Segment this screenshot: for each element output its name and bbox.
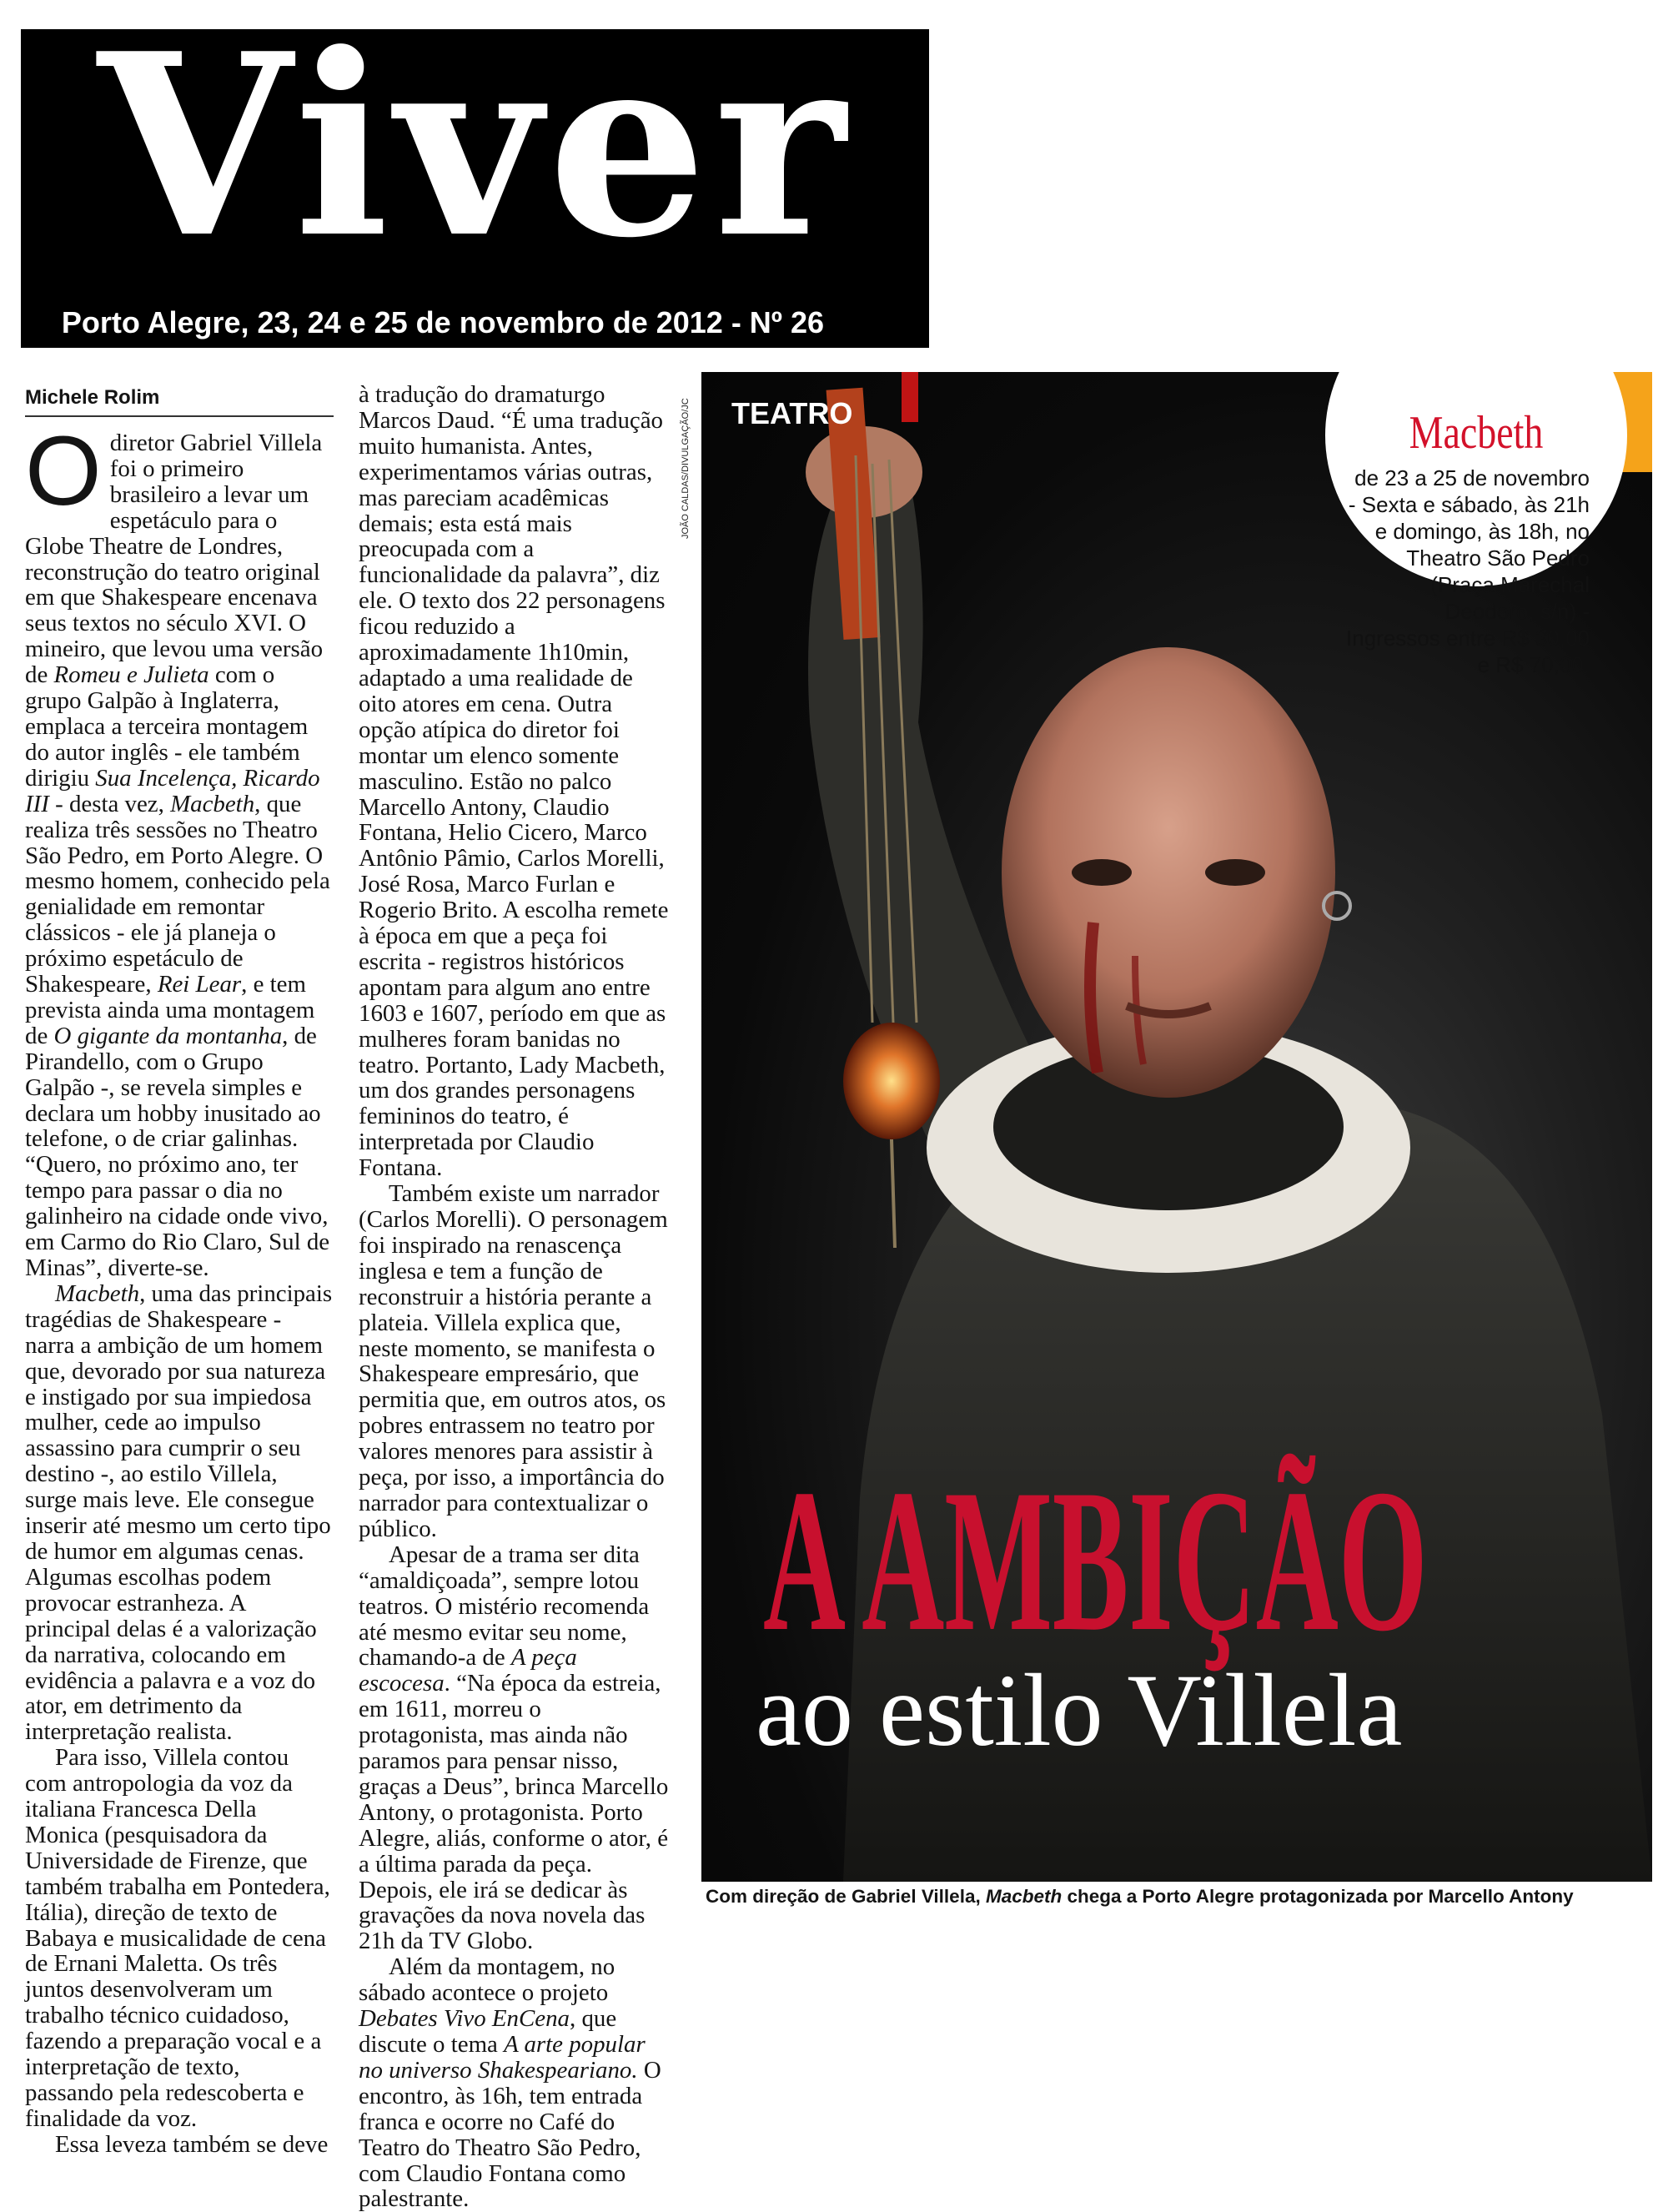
text-run: Com direção de Gabriel Villela, (706, 1886, 986, 1907)
italic-title: A peça escocesa (359, 1644, 577, 1697)
event-info-box (1325, 284, 1627, 677)
italic-title: Macbeth (985, 1886, 1063, 1907)
article-column-2 (359, 382, 671, 2212)
masthead-dateline: Porto Alegre, 23, 24 e 25 de novembro de 2012 - Nº 26 (61, 305, 824, 339)
text-run: . “Na época da estreia, em 1611, morreu o protagonista, mas ainda não paramos para pensar nisso, graças a Deus”, brinca Marcello Antony, o protagonista. Porto Alegre, aliás, conforme o ator, é a última parada da peça. Depois, ele irá se dedicar às gravações da nova novela das 21h da TV Globo. (359, 1670, 669, 1955)
text-run: diretor Gabriel Villela foi o primeiro brasileiro a levar um espetáculo para o Globe Theatre de Londres, reconstrução do teatro original em que Shakespeare encenava seus textos no século XVI. O mineiro, que levou uma versão de (25, 430, 324, 689)
text-run: , que discute o tema (359, 2005, 617, 2058)
paragraph (359, 382, 671, 1181)
text-run: Além da montagem, no sábado acontece o projeto (359, 1953, 615, 2007)
text-run: Também existe um narrador (Carlos Morelli). O personagem foi inspirado na renascença inglesa e tem a função de reconstruir a história perante a plateia. Villela explica que, neste momento, se manifesta o Shakespeare empresário, que permitia que, em outros atos, os pobres entrassem no teatro por valores menores para assistir à peça, por isso, a importância do narrador para contextualizar o público. (359, 1180, 668, 1542)
italic-title: Romeu e Julieta (53, 661, 209, 689)
text-run: à tradução do dramaturgo Marcos Daud. “É uma tradução muito humanista. Antes, experimentamos várias outras, mas pareciam acadêmicas demais; esta está mais preocupada com a funcionalidade da palavra”, diz ele. O texto dos 22 personagens ficou reduzido a aproximadamente 1h10min, adaptado a uma realidade de oito atores em cena. Outra opção atípica do diretor foi montar um elenco somente masculino. Estão no palco Marcello Antony, Claudio Fontana, Helio Cicero, Marco Antônio Pâmio, Carlos Morelli, José Rosa, Marco Furlan e Rogerio Brito. A escolha remete à época em que a peça foi escrita - registros históricos apontam para algum ano entre 1603 e 1607, período em que as mulheres foram banidas no teatro. Portanto, Lady Macbeth, um dos grandes personagens femininos do teatro, é interpretada por Claudio Fontana. (359, 381, 669, 1182)
paragraph (359, 1181, 671, 1542)
section-tag: TEATRO (731, 396, 853, 430)
lead-photo (701, 372, 1652, 1882)
text-run: , uma das principais tragédias de Shakespeare - narra a ambição de um homem que, devorado por sua natureza e instigado por sua impiedosa mulher, cede ao impulso assassino para cumprir o seu destino -, ao estilo Villela, surge mais leve. Ele consegue inserir até mesmo um certo tipo de humor em algumas cenas. Algumas escolhas podem provocar estranheza. A principal delas é a valorização da narrativa, colocando em evidência a palavra e a voz do ator, em detrimento da interpretação realista. (25, 1279, 333, 1746)
text-run: chega a Porto Alegre protagonizada por Marcello Antony (1062, 1886, 1574, 1907)
paragraph (25, 1281, 334, 1745)
italic-title: O gigante da montanha (53, 1022, 283, 1049)
paragraph (25, 416, 334, 1281)
masthead (21, 0, 929, 348)
byline: Michele Rolim (25, 385, 334, 417)
paragraph (359, 1542, 671, 1955)
text-run: com o grupo Galpão à Inglaterra, emplaca a terceira montagem do autor inglês - ele também dirigiu (25, 661, 309, 792)
paragraph (25, 2132, 334, 2158)
text-run: Apesar de a trama ser dita “amaldiçoada”, sempre lotou teatros. O mistério recomenda até mesmo evitar seu nome, chamando-a de (359, 1541, 650, 1672)
photo-caption (706, 1885, 1656, 1908)
text-run: O encontro, às 16h, tem entrada franca e ocorre no Café do Teatro do Theatro São Pedro, com Claudio Fontana como palestrante. (359, 2056, 661, 2212)
article-column-1 (25, 416, 334, 2158)
italic-title: Macbeth (55, 1279, 140, 1307)
text-run: - desta vez, (48, 790, 171, 817)
subheadline: ao estilo Villela (756, 1653, 1403, 1767)
italic-title: Macbeth (170, 790, 255, 817)
text-run: , de Pirandello, com o Grupo Galpão -, se revela simples e declara um hobby inusitado ao telefone, o de criar galinhas. “Quero, no próximo ano, ter tempo para passar o dia no galinheiro na cidade onde vivo, em Carmo do Rio Claro, Sul de Minas”, diverte-se. (25, 1022, 330, 1281)
photo-credit: JOÃO CALDAS/DIVULGAÇÃO/JC (681, 398, 691, 539)
event-details: de 23 a 25 de novembro - Sexta e sábado, às 21h e domingo, às 18h, no Theatro São Pedro (Praça Marechal Deodoro, s/n) - Ingressos entre R$ 30,00 e R$ 70,00. (1346, 465, 1590, 677)
event-title: Macbeth (1409, 407, 1544, 459)
italic-title: Rei Lear (157, 971, 242, 998)
drop-cap: O (25, 416, 102, 526)
text-run: Para isso, Villela contou com antropologia da voz da italiana Francesca Della Monica (pesquisadora da Universidade de Firenze, que também trabalha em Pontedera, Itália), direção de texto de Babaya e musicalidade de cena de Ernani Maletta. Os três juntos desenvolveram um trabalho técnico cuidadoso, fazendo a preparação vocal e a interpretação de texto, passando pela redescoberta e finalidade da voz. (25, 1744, 330, 2132)
text-run: , e tem prevista ainda uma montagem de (25, 971, 315, 1049)
text-run: , que realiza três sessões no Theatro São Pedro, em Porto Alegre. O mesmo homem, conhecido pela genialidade em remontar clássicos - ele já planeja o próximo espetáculo de Shakespeare, (25, 790, 330, 998)
headline: A AMBIÇÃO (763, 1447, 1428, 1673)
italic-title: Sua Incelença, Ricardo III (25, 764, 320, 817)
italic-title: A arte popular no universo Shakespeariano. (359, 2031, 646, 2084)
italic-title: Debates Vivo EnCena (359, 2005, 570, 2033)
text-run: Essa leveza também se deve (55, 2130, 329, 2158)
masthead-title: Viver (98, 0, 852, 293)
paragraph (25, 1745, 334, 2132)
paragraph (359, 1954, 671, 2212)
